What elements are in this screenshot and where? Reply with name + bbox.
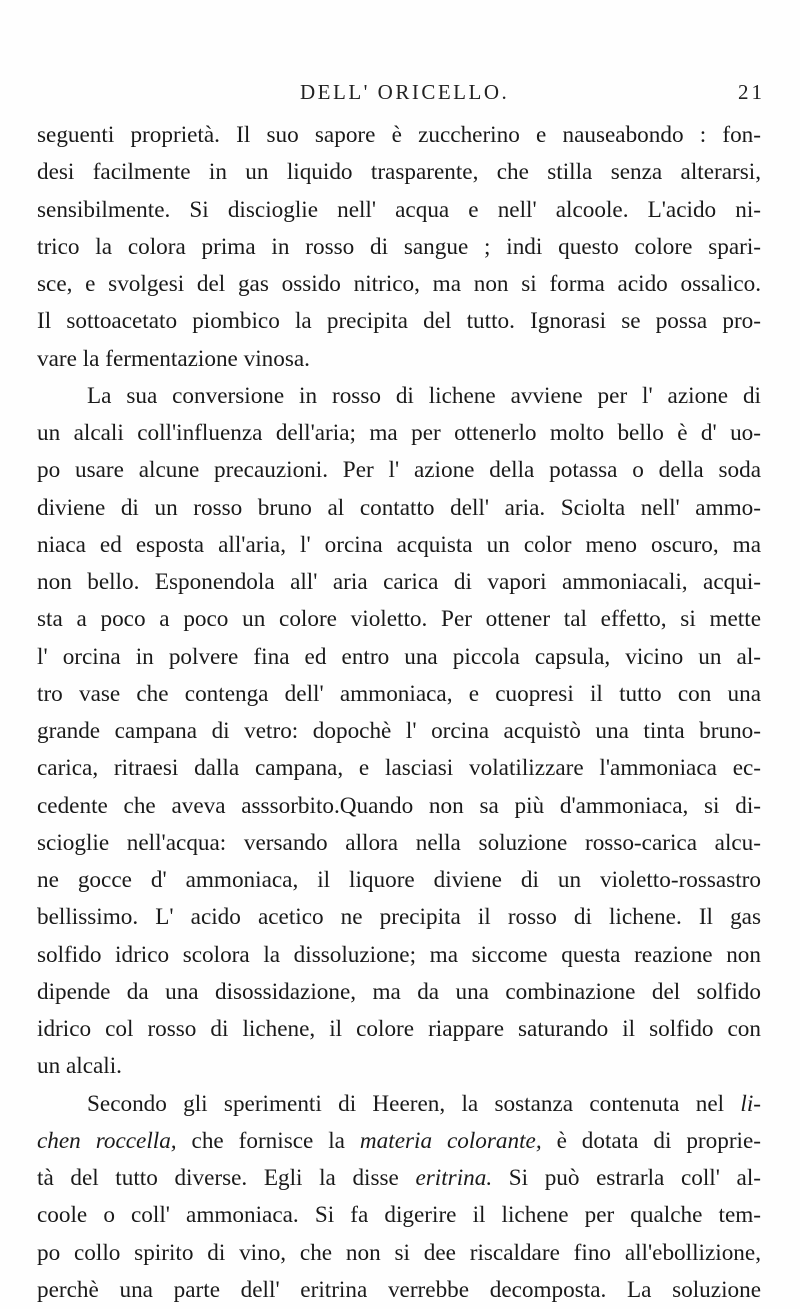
text-line — [37, 788, 761, 825]
page-number: 21 — [738, 80, 765, 104]
text-segment: diviene di un rosso bruno al contatto dell' aria. Sciolta nell' ammo- — [37, 494, 761, 521]
text-line — [37, 937, 761, 974]
text-segment: po usare alcune precauzioni. Per l' azione della potassa o della soda — [37, 457, 761, 484]
text-segment: bellissimo. L' acido acetico ne precipita il rosso di lichene. Il gas — [37, 904, 761, 931]
text-segment: sensibilmente. Si discioglie nell' acqua e nell' alcoole. L'acido ni- — [37, 196, 761, 223]
text-segment: è dotata di proprie- — [541, 1127, 762, 1154]
text-segment: seguenti proprietà. Il suo sapore è zuccherino e nauseabondo : fon- — [37, 122, 761, 148]
text-line — [37, 1197, 761, 1234]
text-line — [37, 1048, 761, 1085]
text-segment: sce, e svolgesi del gas ossido nitrico, ma non si forma acido ossalico. — [37, 271, 761, 297]
text-line — [37, 899, 761, 936]
italic-text: chen roccella, — [37, 1127, 177, 1154]
italic-text: materia colorante, — [359, 1127, 542, 1154]
text-line — [37, 527, 761, 564]
text-segment: Secondo gli sperimenti di Heeren, la sostanza contenuta nel — [87, 1090, 741, 1117]
text-segment: ne gocce d' ammoniaca, il liquore diviene di un violetto-rossastro — [37, 867, 761, 893]
text-segment: trico la colora prima in rosso di sangue ; indi questo colore spari- — [37, 233, 761, 260]
text-line — [37, 1272, 761, 1309]
text-line — [37, 490, 761, 527]
text-line — [37, 154, 761, 191]
text-segment: scioglie nell'acqua: versando allora nella soluzione rosso-carica alcu- — [37, 829, 761, 856]
text-segment: niaca ed esposta all'aria, l' orcina acquista un color meno oscuro, ma — [37, 531, 761, 558]
text-segment: desi facilmente in un liquido trasparente, che stilla senza alterarsi, — [37, 159, 761, 186]
text-segment: cedente che aveva asssorbito.Quando non sa più d'ammoniaca, si di- — [37, 792, 761, 819]
text-line — [37, 415, 761, 452]
text-line — [37, 713, 761, 750]
text-line — [37, 676, 761, 713]
text-segment: tro vase che contenga dell' ammoniaca, e cuopresi il tutto con una — [37, 680, 761, 707]
text-segment: carica, ritraesi dalla campana, e lasciasi volatilizzare l'ammoniaca ec- — [37, 755, 761, 782]
text-segment: La sua conversione in rosso di lichene avviene per l' azione di — [87, 382, 761, 409]
text-line — [37, 266, 761, 303]
text-line — [37, 974, 761, 1011]
text-line — [37, 303, 761, 340]
body-text — [37, 117, 761, 1309]
text-line — [37, 117, 761, 154]
text-segment: tà del tutto diverse. Egli la disse — [37, 1165, 416, 1191]
text-line — [37, 192, 761, 229]
text-segment: che fornisce la — [176, 1127, 360, 1154]
running-head: DELL' ORICELLO. — [300, 80, 510, 104]
text-segment: po collo spirito di vino, che non si dee riscaldare fino all'ebollizione, — [37, 1239, 761, 1266]
text-line — [37, 1235, 761, 1272]
text-segment: l' orcina in polvere fina ed entro una piccola capsula, vicino un al- — [37, 643, 761, 670]
text-line — [37, 750, 761, 787]
italic-text: li- — [740, 1090, 761, 1117]
text-line — [37, 1086, 761, 1123]
text-line — [37, 1160, 761, 1197]
text-segment: perchè una parte dell' eritrina verrebbe decomposta. La soluzione — [37, 1276, 761, 1303]
text-segment: Si può estrarla coll' al- — [492, 1165, 761, 1191]
text-line — [37, 564, 761, 601]
text-segment: idrico col rosso di lichene, il colore riappare saturando il solfido con — [37, 1016, 761, 1042]
text-segment: Il sottoacetato piombico la precipita del tutto. Ignorasi se possa pro- — [37, 308, 761, 335]
text-segment: coole o coll' ammoniaca. Si fa digerire il lichene per qualche tem- — [37, 1202, 761, 1229]
text-segment: sta a poco a poco un colore violetto. Per ottener tal effetto, si mette — [37, 606, 761, 633]
text-line — [37, 862, 761, 899]
text-segment: solfido idrico scolora la dissoluzione; ma siccome questa reazione non — [37, 941, 761, 968]
text-line — [37, 341, 761, 378]
text-line — [37, 825, 761, 862]
text-line — [37, 229, 761, 266]
text-line — [37, 378, 761, 415]
text-segment: non bello. Esponendola all' aria carica di vapori ammoniacali, acqui- — [37, 569, 761, 595]
text-segment: dipende da una disossidazione, ma da una combinazione del solfido — [37, 978, 761, 1005]
text-segment: vare la fermentazione vinosa. — [37, 345, 310, 372]
text-line — [37, 639, 761, 676]
text-line — [37, 1123, 761, 1160]
text-line — [37, 1011, 761, 1048]
italic-text: eritrina. — [415, 1165, 493, 1191]
text-segment: grande campana di vetro: dopochè l' orcina acquistò una tinta bruno- — [37, 718, 761, 744]
text-segment: un alcali coll'influenza dell'aria; ma per ottenerlo molto bello è d' uo- — [37, 420, 761, 446]
text-line — [37, 452, 761, 489]
text-line — [37, 601, 761, 638]
page-header — [0, 80, 800, 110]
text-segment: un alcali. — [37, 1053, 122, 1080]
